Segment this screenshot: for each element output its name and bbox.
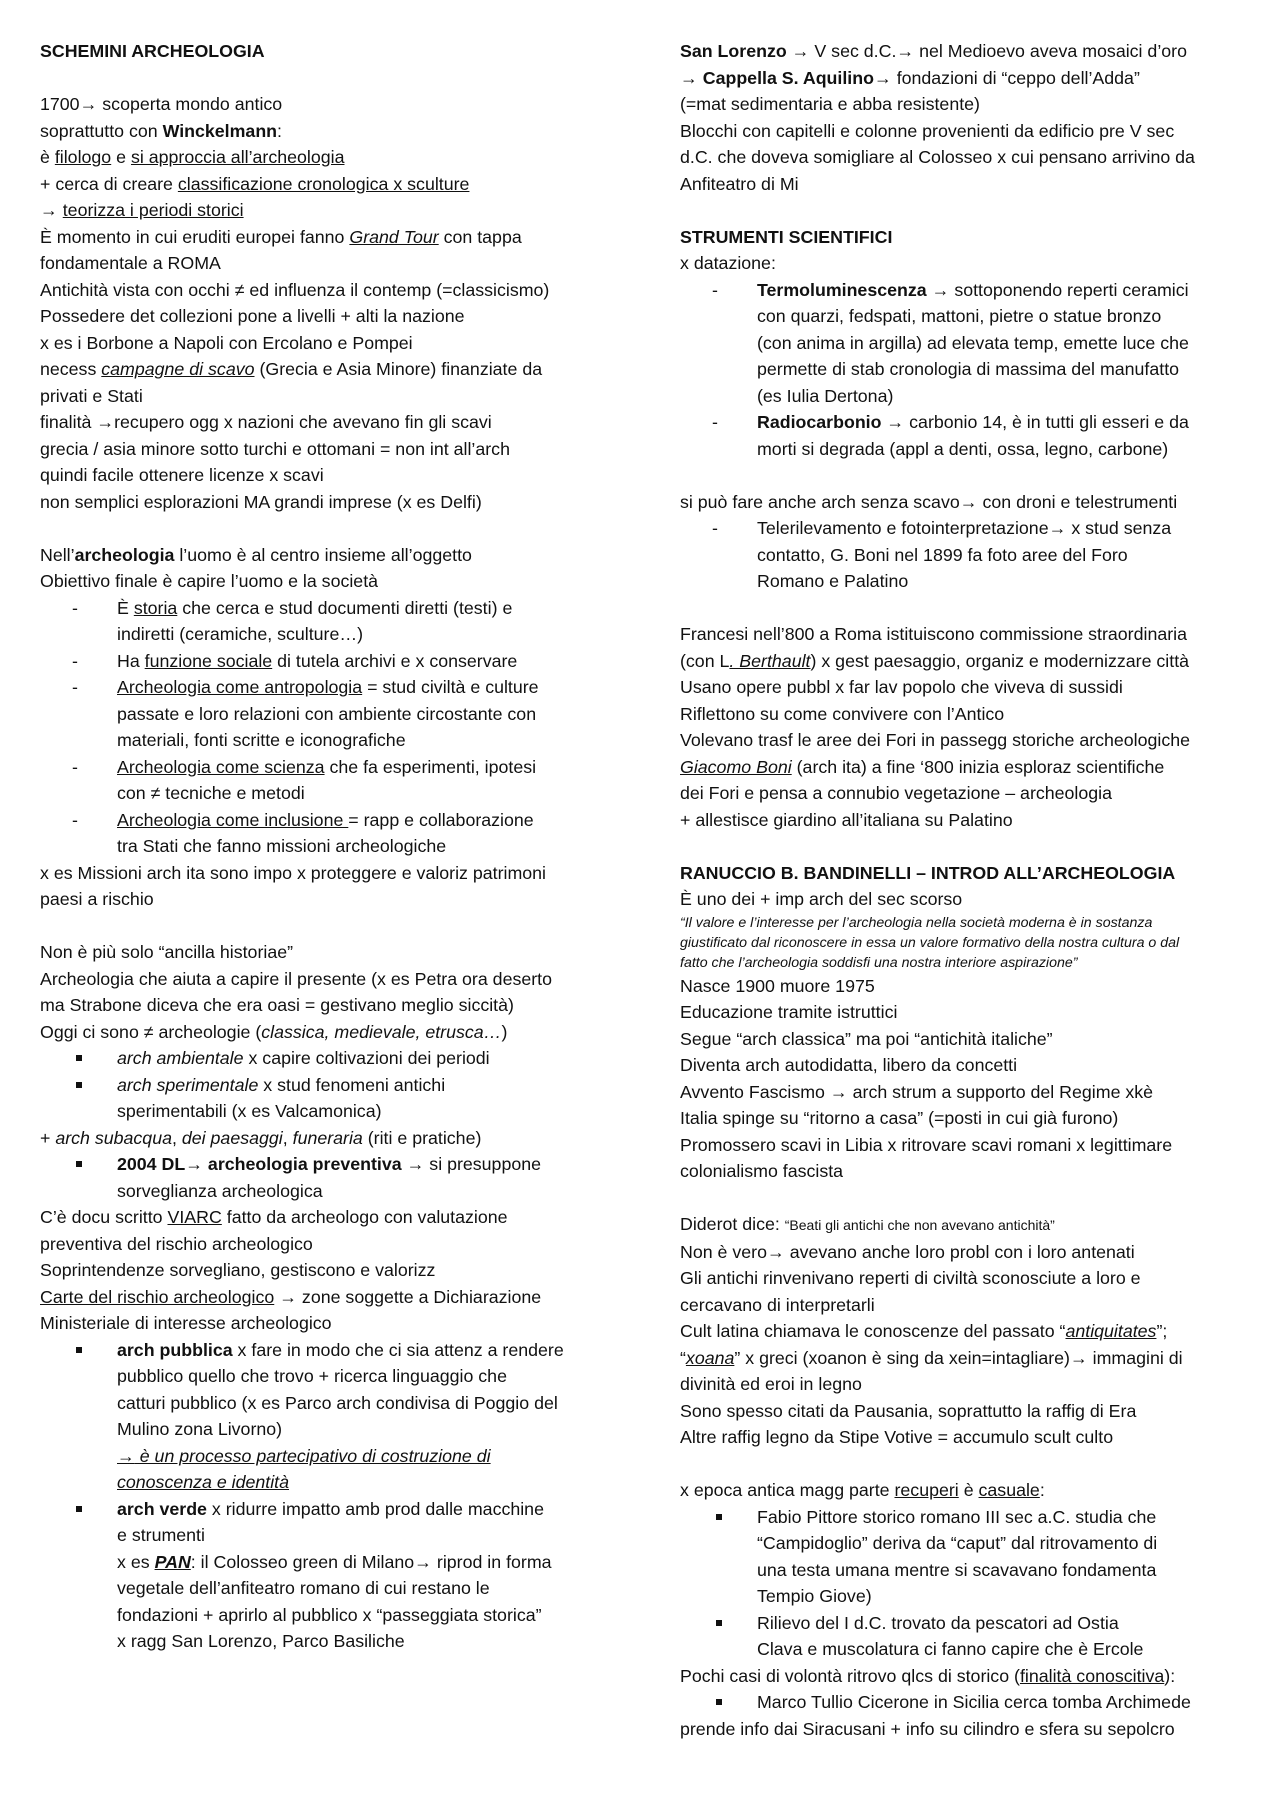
arrow-icon: → xyxy=(185,1154,203,1174)
list-item: - Archeologia come inclusione = rapp e collaborazione xyxy=(40,807,610,834)
arrow-icon: → xyxy=(274,1286,297,1307)
arrow-icon: → xyxy=(96,412,115,432)
text-line: soprattutto con Winckelmann: xyxy=(40,120,282,141)
list-item: - Radiocarbonio → carbonio 14, è in tutti gli esseri e da xyxy=(680,409,1250,436)
section-heading: RANUCCIO B. BANDINELLI – INTROD ALL’ARCHEOLOGIA xyxy=(680,862,1176,883)
list-item: arch verde x ridurre impatto amb prod dalle macchine xyxy=(40,1496,610,1523)
text-line: Italia spinge su “ritorno a casa” (=posti in cui già furono) xyxy=(680,1108,1119,1128)
text-line: Avvento Fascismo → arch strum a supporto del Regime xkè xyxy=(680,1081,1154,1102)
text-line: Volevano trasf le aree dei Fori in passegg storiche archeologiche xyxy=(680,730,1191,750)
text-line: (=mat sedimentaria e abba resistente) xyxy=(680,94,980,114)
text-line: ma Strabone diceva che era oasi = gestivano meglio siccità) xyxy=(40,995,514,1015)
arrow-icon: → xyxy=(79,94,98,114)
dash-bullet-icon: - xyxy=(712,412,718,432)
right-column xyxy=(680,38,1250,1742)
list-item: arch sperimentale x stud fenomeni antichi xyxy=(40,1072,610,1099)
text-line: dei Fori e pensa a connubio vegetazione – archeologia xyxy=(680,783,1112,803)
text-line: morti si degrada (appl a denti, ossa, legno, carbone) xyxy=(757,438,1169,459)
text-line: Sono spesso citati da Pausania, soprattutto la raffig di Era xyxy=(680,1400,1137,1421)
text-line: fondazioni + aprirlo al pubblico x “passeggiata storica” xyxy=(117,1604,542,1625)
arrow-icon: → xyxy=(40,200,63,220)
text-line: Pochi casi di volontà ritrovo qlcs di storico (finalità conoscitiva): xyxy=(680,1665,1176,1686)
text-line: Anfiteatro di Mi xyxy=(680,173,799,194)
text-line: x es i Borbone a Napoli con Ercolano e Pompei xyxy=(40,332,413,353)
list-item: - Archeologia come scienza che fa esperimenti, ipotesi xyxy=(40,754,610,781)
dash-bullet-icon: - xyxy=(72,650,78,671)
square-bullet-icon xyxy=(76,1506,82,1512)
text-line: “Campidoglio” deriva da “caput” dal ritrovamento di xyxy=(757,1533,1158,1553)
arrow-icon: → xyxy=(896,41,915,61)
text-line: 1700→ scoperta mondo antico xyxy=(40,94,283,114)
text-line: È momento in cui eruditi europei fanno Grand Tour con tappa xyxy=(40,226,522,247)
arrow-icon: → xyxy=(824,1081,848,1102)
text-line: Riflettono su come convivere con l’Antico xyxy=(680,703,1005,724)
text-line: Romano e Palatino xyxy=(757,571,909,591)
arrow-icon: → xyxy=(117,1445,135,1466)
dash-bullet-icon: - xyxy=(72,597,78,618)
text-line: Non è vero→ avevano anche loro probl con i loro antenati xyxy=(680,1241,1135,1262)
text-line: sorveglianza archeologica xyxy=(117,1180,323,1201)
text-line: preventiva del rischio archeologico xyxy=(40,1233,313,1254)
text-line: colonialismo fascista xyxy=(680,1161,844,1181)
text-line: necess campagne di scavo (Grecia e Asia Minore) finanziate da xyxy=(40,359,543,379)
text-line: permette di stab cronologia di massima del manufatto xyxy=(757,359,1180,379)
text-line: fondamentale a ROMA xyxy=(40,253,221,273)
list-item: 2004 DL→ archeologia preventiva → si presuppone xyxy=(40,1151,610,1178)
quote-line: “Il valore e l’interesse per l’archeologia nella società moderna è in sostanza xyxy=(680,914,1153,931)
text-line: una testa umana mentre si scavavano fondamenta xyxy=(757,1559,1157,1580)
arrow-icon: → xyxy=(680,67,698,88)
text-line: Diventa arch autodidatta, libero da concetti xyxy=(680,1055,1018,1075)
text-line: x epoca antica magg parte recuperi è casuale: xyxy=(680,1480,1045,1500)
text-line: x es PAN: il Colosseo green di Milano→ riprod in forma xyxy=(117,1551,552,1572)
text-line: Gli antichi rinvenivano reperti di civiltà sconosciute a loro e xyxy=(680,1268,1141,1288)
document-title: SCHEMINI ARCHEOLOGIA xyxy=(40,41,265,61)
section-heading: STRUMENTI SCIENTIFICI xyxy=(680,226,893,247)
text-line: x ragg San Lorenzo, Parco Basiliche xyxy=(117,1631,405,1651)
list-item: Fabio Pittore storico romano III sec a.C. studia che xyxy=(680,1504,1250,1531)
arrow-icon: → xyxy=(926,279,950,300)
text-line: non semplici esplorazioni MA grandi imprese (x es Delfi) xyxy=(40,491,482,512)
text-line: contatto, G. Boni nel 1899 fa foto aree del Foro xyxy=(757,544,1128,565)
text-line: Ministeriale di interesse archeologico xyxy=(40,1313,332,1333)
text-line: (con L. Berthault) x gest paesaggio, organiz e modernizzare città xyxy=(680,650,1190,671)
arrow-icon: → xyxy=(1048,518,1067,538)
square-bullet-icon xyxy=(716,1620,722,1626)
text-line: Educazione tramite istruttici xyxy=(680,1002,898,1022)
text-line: + arch subacqua, dei paesaggi, funeraria (riti e pratiche) xyxy=(40,1127,482,1148)
text-line: Nell’archeologia l’uomo è al centro insieme all’oggetto xyxy=(40,544,472,565)
text-line: Cult latina chiamava le conoscenze del passato “antiquitates”; xyxy=(680,1321,1168,1341)
dash-bullet-icon: - xyxy=(72,756,78,777)
list-item: - Ha funzione sociale di tutela archivi e x conservare xyxy=(40,648,610,675)
text-line: Usano opere pubbl x far lav popolo che viveva di sussidi xyxy=(680,677,1123,697)
text-line: Promossero scavi in Libia x ritrovare scavi romani x legittimare xyxy=(680,1134,1173,1155)
list-item: Rilievo del I d.C. trovato da pescatori ad Ostia xyxy=(680,1610,1250,1637)
text-line: + cerca di creare classificazione cronologica x sculture xyxy=(40,173,470,194)
arrow-icon: → xyxy=(959,491,978,512)
text-line: + allestisce giardino all’italiana su Palatino xyxy=(680,809,1013,830)
arrow-icon: → xyxy=(786,41,810,61)
arrow-icon: → xyxy=(414,1551,432,1572)
text-line: Tempio Giove) xyxy=(757,1586,872,1606)
text-line: Archeologia che aiuta a capire il presente (x es Petra ora deserto xyxy=(40,968,552,989)
quote-line: fatto che l’archeologia soddisfi una nostra interiore aspirazione” xyxy=(680,954,1078,971)
text-line: prende info dai Siracusani + info su cilindro e sfera su sepolcro xyxy=(680,1718,1175,1739)
arrow-icon: → xyxy=(873,67,892,88)
text-line: Oggi ci sono ≠ archeologie (classica, medievale, etrusca…) xyxy=(40,1021,508,1042)
text-line: sperimentabili (x es Valcamonica) xyxy=(117,1101,382,1121)
square-bullet-icon xyxy=(716,1514,722,1520)
square-bullet-icon xyxy=(76,1161,82,1167)
text-line: grecia / asia minore sotto turchi e ottomani = non int all’arch xyxy=(40,438,510,459)
text-line: Segue “arch classica” ma poi “antichità italiche” xyxy=(680,1028,1053,1049)
text-line: materiali, fonti scritte e iconografiche xyxy=(117,730,406,750)
text-line: Blocchi con capitelli e colonne provenienti da edificio pre V sec xyxy=(680,120,1175,141)
text-line: finalità →recupero ogg x nazioni che avevano fin gli scavi xyxy=(40,412,492,432)
text-line: con ≠ tecniche e metodi xyxy=(117,783,305,803)
text-line: x datazione: xyxy=(680,253,776,273)
dash-bullet-icon: - xyxy=(72,809,78,830)
text-line: Nasce 1900 muore 1975 xyxy=(680,975,875,996)
square-bullet-icon xyxy=(76,1055,82,1061)
list-item: - Archeologia come antropologia = stud civiltà e culture xyxy=(40,674,610,701)
text-line: conoscenza e identità xyxy=(117,1472,290,1492)
text-line: San Lorenzo → V sec d.C.→ nel Medioevo aveva mosaici d’oro xyxy=(680,41,1187,61)
text-line: Soprintendenze sorvegliano, gestiscono e valorizz xyxy=(40,1260,436,1280)
list-item: - È storia che cerca e stud documenti diretti (testi) e xyxy=(40,595,610,622)
text-line: con quarzi, fedspati, mattoni, pietre o statue bronzo xyxy=(757,306,1162,326)
text-line: paesi a rischio xyxy=(40,889,154,909)
text-line: d.C. che doveva somigliare al Colosseo x cui pensano arrivino da xyxy=(680,147,1195,167)
list-item: Marco Tullio Cicerone in Sicilia cerca tomba Archimede xyxy=(680,1689,1250,1716)
text-line: Obiettivo finale è capire l’uomo e la società xyxy=(40,571,379,591)
text-line: → teorizza i periodi storici xyxy=(40,200,244,220)
text-line: passate e loro relazioni con ambiente circostante con xyxy=(117,703,537,724)
text-line: → Cappella S. Aquilino→ fondazioni di “ceppo dell’Adda” xyxy=(680,67,1140,88)
square-bullet-icon xyxy=(76,1082,82,1088)
text-line: → è un processo partecipativo di costruzione di xyxy=(117,1445,491,1466)
text-line: È uno dei + imp arch del sec scorso xyxy=(680,889,963,909)
arrow-icon: → xyxy=(401,1154,425,1174)
text-line: (es Iulia Dertona) xyxy=(757,385,894,406)
text-line: Carte del rischio archeologico → zone soggette a Dichiarazione xyxy=(40,1286,542,1307)
dash-bullet-icon: - xyxy=(72,677,78,697)
arrow-icon: → xyxy=(1069,1347,1088,1368)
text-line: indiretti (ceramiche, sculture…) xyxy=(117,624,364,644)
text-line: Mulino zona Livorno) xyxy=(117,1419,283,1439)
arrow-icon: → xyxy=(881,412,905,432)
text-line: “xoana” x greci (xoanon è sing da xein=intagliare)→ immagini di xyxy=(680,1347,1183,1368)
list-item: arch ambientale x capire coltivazioni dei periodi xyxy=(40,1045,610,1072)
text-line: Diderot dice: “Beati gli antichi che non avevano antichità” xyxy=(680,1214,1055,1234)
list-item: - Termoluminescenza → sottoponendo reperti ceramici xyxy=(680,277,1250,304)
text-line: catturi pubblico (x es Parco arch condivisa di Poggio del xyxy=(117,1392,558,1413)
quote-line: giustificato dal riconoscere in essa un valore formativo della nostra cultura o dal xyxy=(680,934,1180,951)
text-line: si può fare anche arch senza scavo→ con droni e telestrumenti xyxy=(680,491,1178,512)
text-line: pubblico quello che trovo + ricerca linguaggio che xyxy=(117,1366,507,1386)
text-line: quindi facile ottenere licenze x scavi xyxy=(40,465,324,485)
text-line: Antichità vista con occhi ≠ ed influenza il contemp (=classicismo) xyxy=(40,279,550,300)
list-item: - Telerilevamento e fotointerpretazione→ x stud senza xyxy=(680,515,1250,542)
text-line: Altre raffig legno da Stipe Votive = accumulo scult culto xyxy=(680,1427,1114,1447)
text-line: Possedere det collezioni pone a livelli + alti la nazione xyxy=(40,306,465,326)
text-line: C’è docu scritto VIARC fatto da archeologo con valutazione xyxy=(40,1207,508,1227)
left-column xyxy=(40,38,610,1655)
list-item: arch pubblica x fare in modo che ci sia attenz a rendere xyxy=(40,1337,610,1364)
text-line: (con anima in argilla) ad elevata temp, emette luce che xyxy=(757,332,1189,353)
text-line: divinità ed eroi in legno xyxy=(680,1374,862,1394)
text-line: Giacomo Boni (arch ita) a fine ‘800 inizia esploraz scientifiche xyxy=(680,756,1165,777)
text-line: cercavano di interpretarli xyxy=(680,1294,875,1315)
text-line: x es Missioni arch ita sono impo x proteggere e valoriz patrimoni xyxy=(40,862,547,883)
text-line: Non è più solo “ancilla historiae” xyxy=(40,942,294,962)
text-line: Francesi nell’800 a Roma istituiscono commissione straordinaria xyxy=(680,624,1187,644)
text-line: vegetale dell’anfiteatro romano di cui restano le xyxy=(117,1578,490,1598)
text-line: è filologo e si approccia all’archeologia xyxy=(40,147,345,167)
text-line: e strumenti xyxy=(117,1525,205,1545)
text-line: tra Stati che fanno missioni archeologiche xyxy=(117,836,447,856)
arrow-icon: → xyxy=(766,1241,785,1262)
square-bullet-icon xyxy=(716,1699,722,1705)
square-bullet-icon xyxy=(76,1347,82,1353)
text-line: privati e Stati xyxy=(40,385,143,406)
text-line: Clava e muscolatura ci fanno capire che è Ercole xyxy=(757,1639,1144,1659)
dash-bullet-icon: - xyxy=(712,518,718,538)
dash-bullet-icon: - xyxy=(712,279,718,300)
